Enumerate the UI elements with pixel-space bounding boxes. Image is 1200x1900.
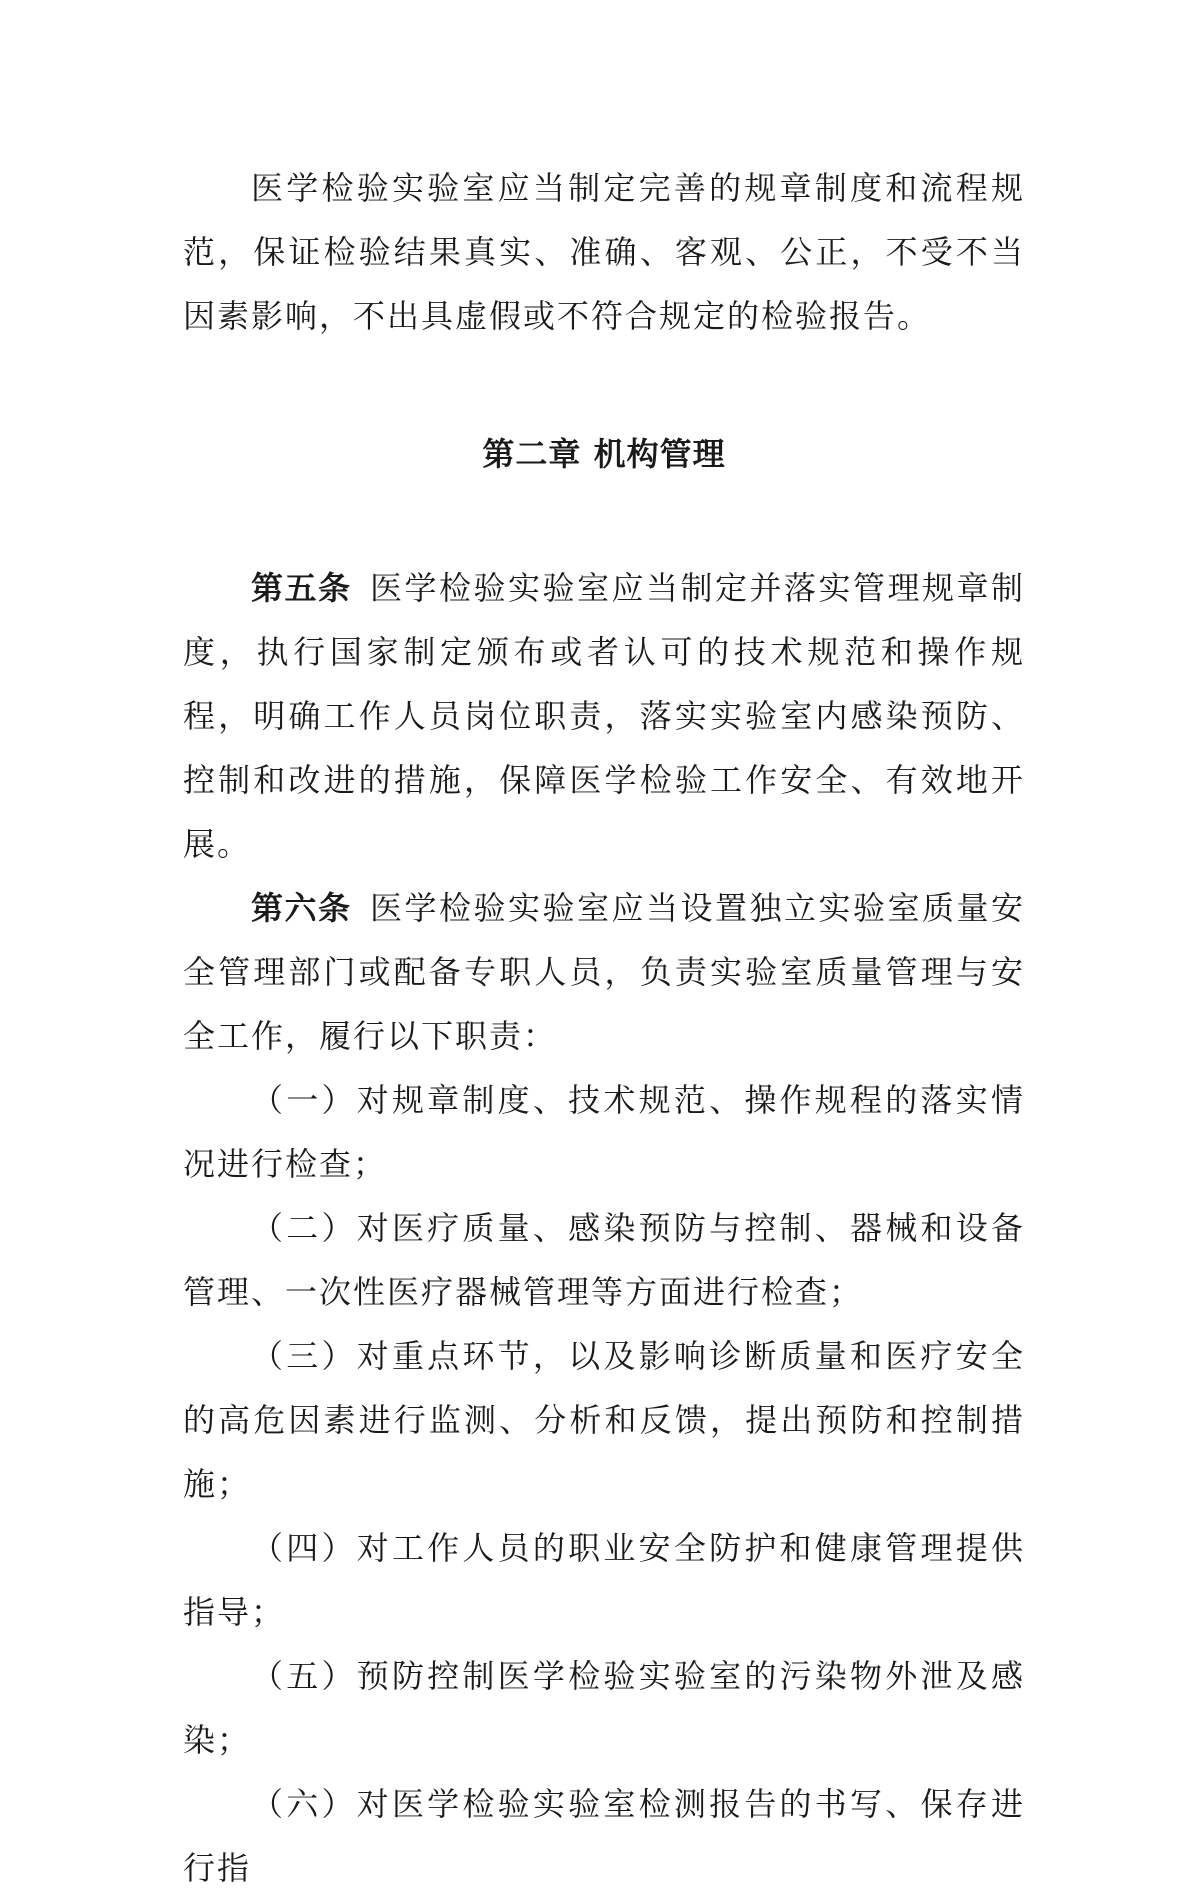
article-5	[183, 556, 1025, 876]
article-5-label: 第五条	[251, 569, 352, 607]
duty-item-1: （一）对规章制度、技术规范、操作规程的落实情况进行检查；	[183, 1081, 1025, 1183]
duty-item-2: （二）对医疗质量、感染预防与控制、器械和设备管理、一次性医疗器械管理等方面进行检查；	[183, 1209, 1025, 1311]
duty-item-3: （三）对重点环节，以及影响诊断质量和医疗安全的高危因素进行监测、分析和反馈，提出预防和控制措施；	[183, 1337, 1025, 1503]
article-6	[183, 876, 1025, 1068]
duty-item-4: （四）对工作人员的职业安全防护和健康管理提供指导；	[183, 1529, 1025, 1631]
chapter-heading: 第二章 机构管理	[482, 435, 726, 473]
duty-item-5: （五）预防控制医学检验实验室的污染物外泄及感染；	[183, 1657, 1025, 1759]
intro-paragraph: 医学检验实验室应当制定完善的规章制度和流程规范，保证检验结果真实、准确、客观、公正，不受不当因素影响，不出具虚假或不符合规定的检验报告。	[183, 169, 1025, 335]
document-body	[183, 156, 1025, 1900]
article-6-label: 第六条	[251, 889, 352, 927]
duty-item-6: （六）对医学检验实验室检测报告的书写、保存进行指	[183, 1785, 1025, 1887]
article-6-text: 医学检验实验室应当设置独立实验室质量安全管理部门或配备专职人员，负责实验室质量管理与安全工作，履行以下职责：	[183, 889, 1025, 1055]
article-5-text: 医学检验实验室应当制定并落实管理规章制度，执行国家制定颁布或者认可的技术规范和操作规程，明确工作人员岗位职责，落实实验室内感染预防、控制和改进的措施，保障医学检验工作安全、有效地开展。	[183, 569, 1025, 863]
